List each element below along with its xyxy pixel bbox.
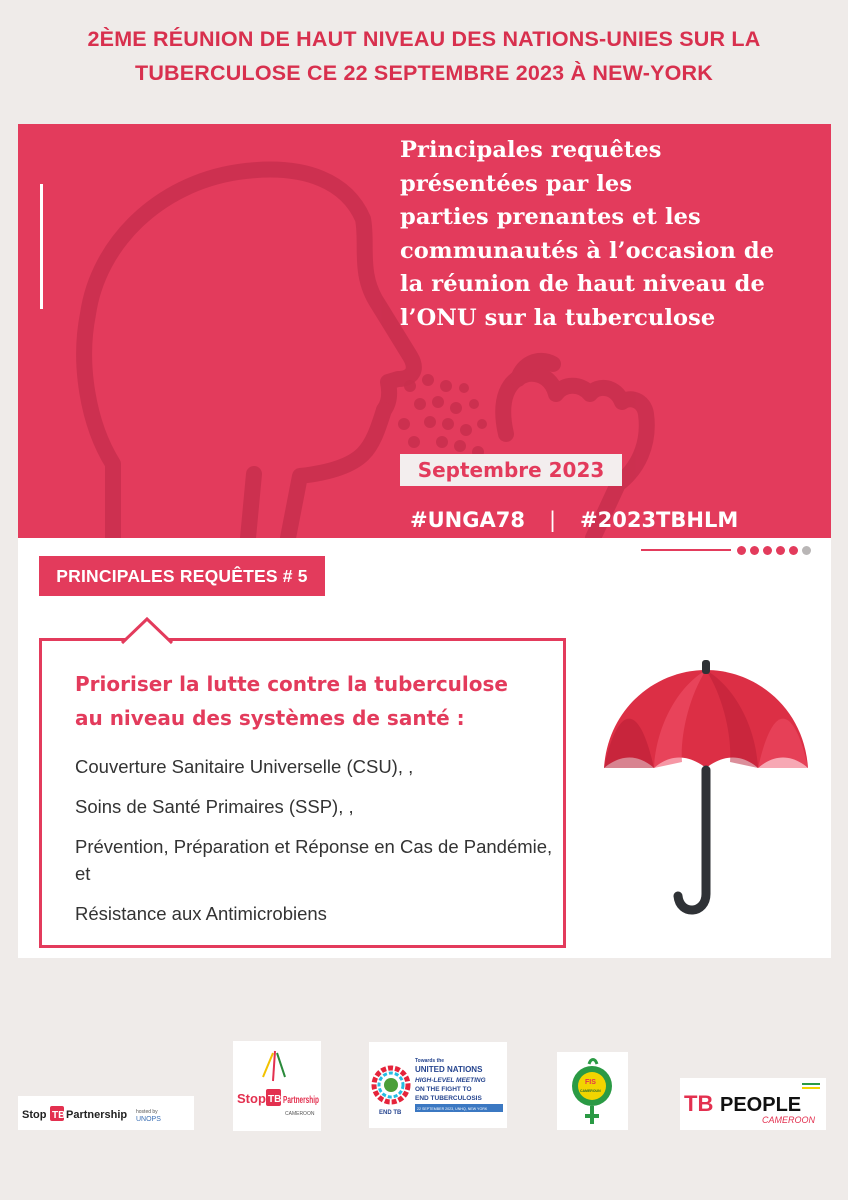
logo-text: Stop <box>237 1091 266 1106</box>
logo-text: Stop <box>22 1109 47 1121</box>
hero-divider-line <box>40 184 43 309</box>
request-item: Couverture Sanitaire Universelle (CSU), , <box>75 756 414 777</box>
logo-text: 22 SEPTEMBER 2023, UNHQ, NEW YORK <box>417 1107 488 1111</box>
hashtag-unga78: #UNGA78 <box>410 508 525 532</box>
logo-text: TB <box>684 1091 714 1116</box>
speech-notch <box>122 617 172 644</box>
hero-heading-line: l’ONU sur la tuberculose <box>400 304 716 331</box>
logo-text: Partnership <box>66 1109 128 1121</box>
logo-text: hosted by <box>136 1109 158 1115</box>
logo-text: CAMEROON <box>285 1111 315 1117</box>
request-items <box>75 753 555 940</box>
stop-tb-cameroon-logo <box>233 1041 321 1131</box>
request-item: Résistance aux Antimicrobiens <box>75 903 327 924</box>
hashtag-2023tbhlm: #2023TBHLM <box>580 508 739 532</box>
logo-text: END TB <box>379 1110 402 1116</box>
logo-text: Partnership <box>283 1095 319 1106</box>
hero-heading <box>400 134 820 335</box>
dot <box>789 546 798 555</box>
dot <box>763 546 772 555</box>
dot <box>776 546 785 555</box>
stop-tb-partnership-logo <box>18 1096 194 1130</box>
logo-text: FIS <box>585 1079 596 1086</box>
hero-heading-line: communautés à l’occasion de <box>400 237 775 264</box>
un-hlm-end-tb-logo <box>369 1042 507 1128</box>
logo-text: END TUBERCULOSIS <box>415 1095 482 1102</box>
dots-line <box>641 549 731 551</box>
logo-text: UNITED NATIONS <box>415 1065 483 1074</box>
logo-text: CAMEROON <box>762 1115 816 1125</box>
umbrella-icon <box>596 658 816 928</box>
date-badge: Septembre 2023 <box>400 454 622 486</box>
logo-text: UNOPS <box>136 1116 161 1123</box>
tb-people-cameroon-logo <box>680 1078 826 1130</box>
partner-logos <box>0 1030 848 1150</box>
hashtags <box>410 506 738 534</box>
logo-text: PEOPLE <box>720 1094 802 1116</box>
logo-text: CAMEROUN <box>580 1089 601 1093</box>
logo-text: ON THE FIGHT TO <box>415 1086 472 1093</box>
request-box <box>39 638 566 948</box>
page-title-line-2: TUBERCULOSE CE 22 SEPTEMBRE 2023 À NEW-YORK <box>134 61 714 85</box>
requests-label: PRINCIPALES REQUÊTES # 5 <box>39 556 325 596</box>
progress-dots <box>641 545 811 555</box>
request-heading-line: au niveau des systèmes de santé : <box>75 706 465 730</box>
page-title-line-1: 2ÈME RÉUNION DE HAUT NIVEAU DES NATIONS-UNIES SUR LA <box>87 27 761 51</box>
hero-heading-line: présentées par les <box>400 170 633 197</box>
request-heading <box>75 667 555 735</box>
request-heading-line: Prioriser la lutte contre la tuberculose <box>75 672 508 696</box>
page-title <box>0 22 848 90</box>
logo-text: Towards the <box>415 1058 445 1064</box>
hero-heading-line: parties prenantes et les <box>400 204 701 230</box>
requests-card <box>18 538 831 958</box>
hero-heading-line: la réunion de haut niveau de <box>400 271 765 297</box>
dot <box>737 546 746 555</box>
dot <box>750 546 759 555</box>
logo-text: TB <box>268 1094 282 1105</box>
hero-banner <box>18 124 831 538</box>
request-item: Prévention, Préparation et Réponse en Cas de Pandémie, et <box>75 836 553 884</box>
request-item: Soins de Santé Primaires (SSP), , <box>75 796 354 817</box>
logo-text: TB <box>52 1110 66 1121</box>
logo-text: HIGH-LEVEL MEETING <box>415 1077 486 1084</box>
fis-cameroun-logo <box>557 1052 628 1130</box>
dot <box>802 546 811 555</box>
hashtag-separator: | <box>548 508 557 532</box>
hero-heading-line: Principales requêtes <box>400 137 662 163</box>
